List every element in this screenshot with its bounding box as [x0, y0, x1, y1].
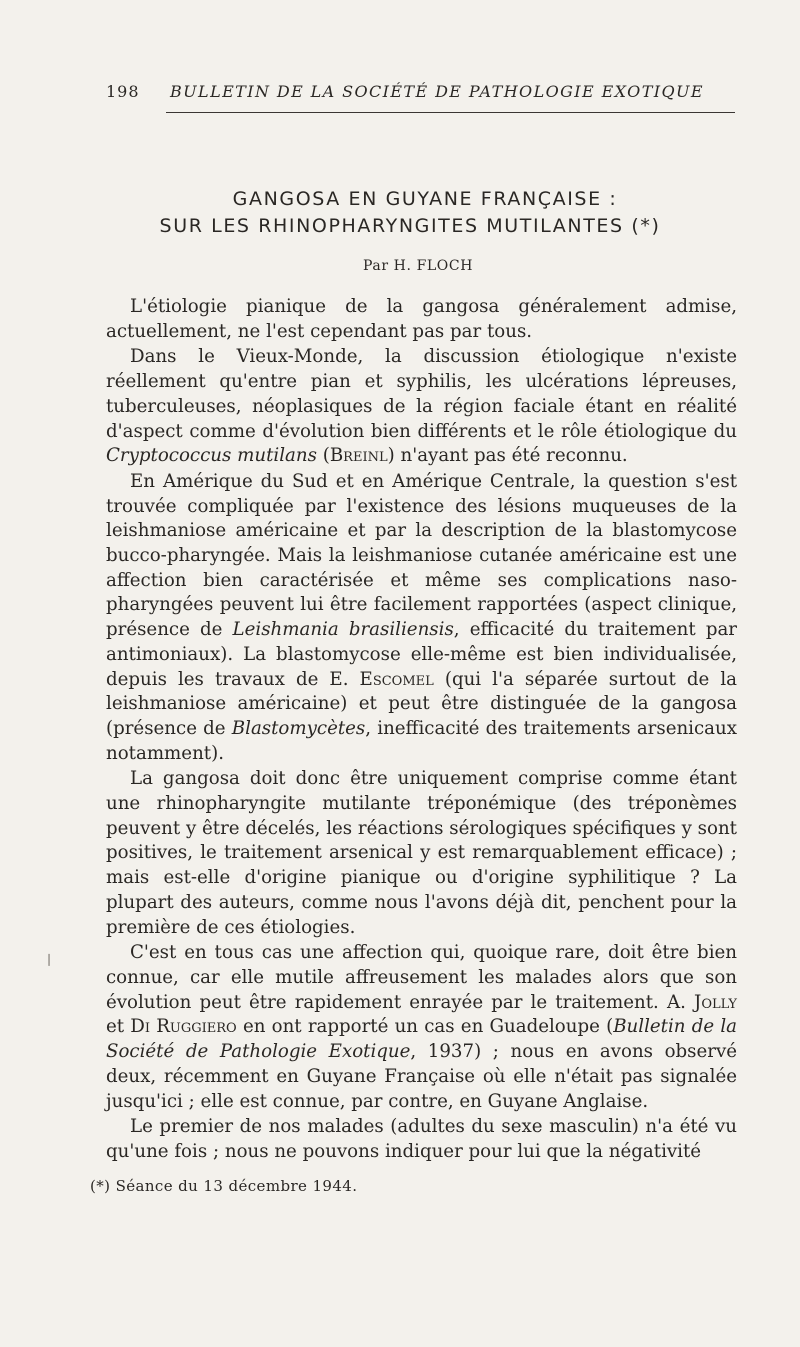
margin-mark: ❘	[44, 952, 55, 966]
article-body	[106, 295, 737, 1165]
paragraph-6: Le premier de nos malades (adultes du sexe masculin) n'a été vu qu'une fois ; nous ne pouvons indiquer pour lui que la négativité	[106, 1116, 737, 1162]
paragraph-5: C'est en tous cas une affection qui, quoique rare, doit être bien connue, car elle mutile affreusement les malades alors que son évolution peut être rapidement enrayée par le traitement. A. Jolly et Di Ruggiero en ont rapporté un cas en Guadeloupe (Bulletin de la Société de Pathologie Exotique, 1937) ; nous en avons observé deux, récemment en Guyane Française où elle n'était pas signalée jusqu'ici ; elle est connue, par contre, en Guyane Anglaise.	[106, 942, 738, 1112]
page-header	[106, 80, 734, 110]
author-line: Par H. FLOCH	[363, 258, 473, 274]
author-name: Jolly	[694, 991, 737, 1013]
article-title	[0, 186, 800, 240]
author-name: Escomel	[359, 668, 434, 690]
species-name: Blastomycètes	[231, 717, 366, 739]
journal-citation: Bulletin de la Société de Pathologie Exotique	[106, 1016, 737, 1063]
paragraph-3: En Amérique du Sud et en Amérique Centrale, la question s'est trouvée compliquée par l'existence des lésions muqueuses de la leishmaniose américaine et par la description de la blastomycose bucco-pharyngée. Mais la leishmaniose cutanée américaine est une affection bien caractérisée et même ses complications naso-pharyngées peuvent lui être facilement rapportées (aspect clinique, présence de Leishmania brasiliensis, efficacité du traitement par antimoniaux). La blastomycose elle-même est bien individualisée, depuis les travaux de E. Escomel (qui l'a séparée surtout de la leishmaniose américaine) et peut être distinguée de la gangosa (présence de Blastomycètes, inefficacité des traitements arsenicaux notamment).	[106, 470, 738, 764]
author-name: Breinl	[329, 445, 388, 467]
footnote: (*) Séance du 13 décembre 1944.	[90, 1177, 358, 1195]
title-line-1: GANGOSA EN GUYANE FRANÇAISE :	[232, 188, 618, 210]
paragraph-1: L'étiologie pianique de la gangosa généralement admise, actuellement, ne l'est cependant pas par tous.	[106, 296, 737, 342]
page-number: 198	[106, 82, 140, 101]
author-name: Di Ruggiero	[130, 1016, 237, 1038]
header-rule	[166, 112, 735, 113]
title-line-2: SUR LES RHINOPHARYNGITES MUTILANTES (*)	[159, 215, 661, 237]
species-name: Leishmania brasiliensis	[232, 619, 454, 641]
paragraph-2: Dans le Vieux-Monde, la discussion étiologique n'existe réellement qu'entre pian et syphilis, les ulcérations lépreuses, tuberculeuses, néoplasiques de la région faciale étant en réalité d'aspect comme d'évolution bien différents et le rôle étiologique du Cryptococcus mutilans (Breinl) n'ayant pas été reconnu.	[106, 346, 737, 467]
running-title: BULLETIN DE LA SOCIÉTÉ DE PATHOLOGIE EXOTIQUE	[170, 82, 704, 101]
paragraph-4: La gangosa doit donc être uniquement comprise comme étant une rhinopharyngite mutilante tréponémique (des tréponèmes peuvent y être décelés, les réactions sérologiques spécifiques y sont positives, le traitement arsenical y est remarquablement efficace) ; mais est-elle d'origine pianique ou d'origine syphilitique ? La plupart des auteurs, comme nous l'avons déjà dit, penchent pour la première de ces étiologies.	[106, 768, 737, 938]
species-name: Cryptococcus mutilans	[106, 445, 317, 467]
